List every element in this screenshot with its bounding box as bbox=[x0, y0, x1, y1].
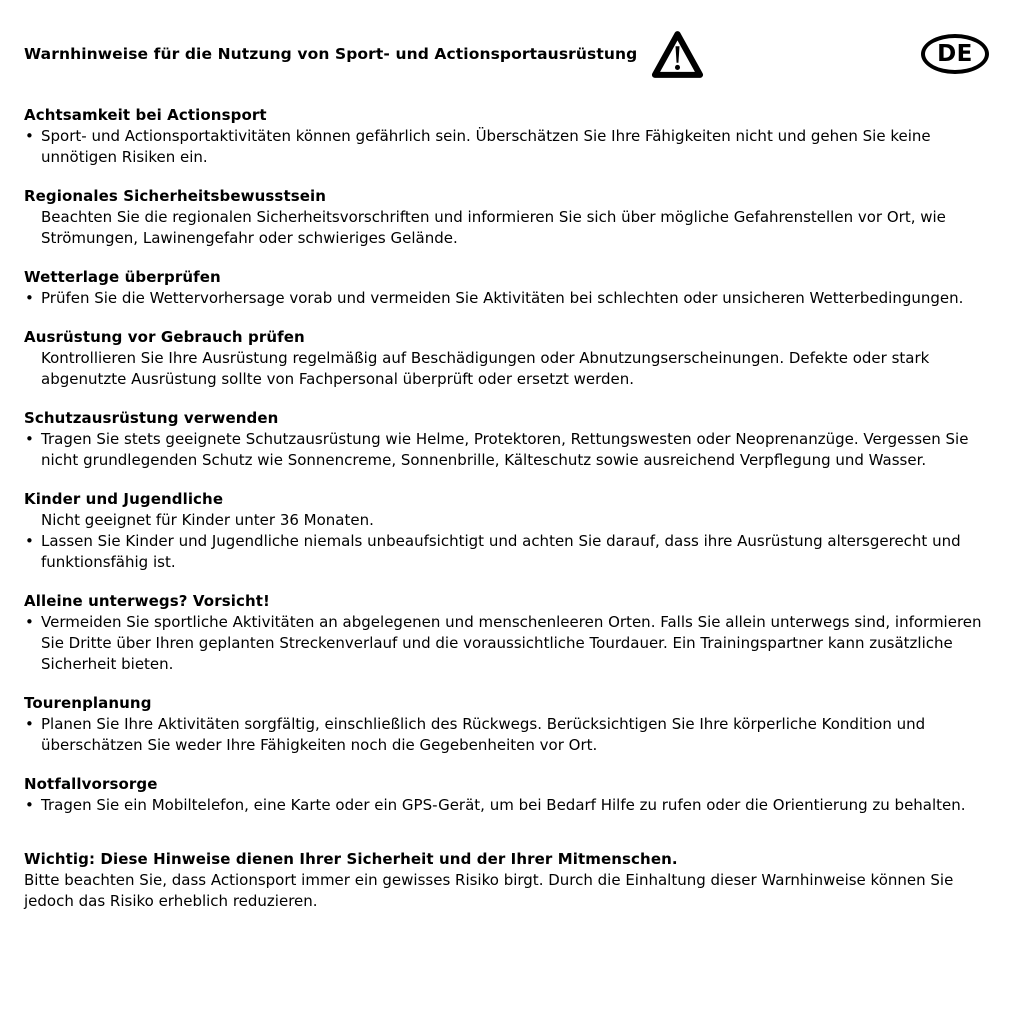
section-heading: Ausrüstung vor Gebrauch prüfen bbox=[24, 328, 305, 346]
section-heading: Achtsamkeit bei Actionsport bbox=[24, 106, 267, 124]
section-alleine-unterwegs bbox=[24, 591, 997, 675]
list-item bbox=[24, 429, 997, 471]
section-heading: Kinder und Jugendliche bbox=[24, 490, 224, 508]
section-heading: Regionales Sicherheitsbewusstsein bbox=[24, 187, 327, 205]
section-wetterlage bbox=[24, 267, 997, 309]
list-item-text: Planen Sie Ihre Aktivitäten sorgfältig, einschließlich des Rückwegs. Berücksichtigen Sie Ihre körperliche Kondition und überschätzen Sie weder Ihre Fähigkeiten noch die Gegebenheiten vor Ort. bbox=[41, 715, 926, 754]
section-kinder-jugendliche bbox=[24, 489, 997, 573]
footer-text: Bitte beachten Sie, dass Actionsport immer ein gewisses Risiko birgt. Durch die Einhaltung dieser Warnhinweise können Sie jedoch das Risiko erheblich reduzieren. bbox=[24, 871, 954, 910]
section-heading: Schutzausrüstung verwenden bbox=[24, 409, 279, 427]
list-item-text: Prüfen Sie die Wettervorhersage vorab und vermeiden Sie Aktivitäten bei schlechten oder unsicheren Wetterbedingungen. bbox=[41, 289, 964, 307]
bullet-marker: • bbox=[25, 532, 34, 550]
section-achtsamkeit bbox=[24, 105, 997, 168]
bullet-marker: • bbox=[25, 715, 34, 733]
list-item-text: Beachten Sie die regionalen Sicherheitsvorschriften und informieren Sie sich über mögliche Gefahrenstellen vor Ort, wie Strömungen, Lawinengefahr oder schwieriges Gelände. bbox=[41, 208, 946, 247]
bullet-marker: • bbox=[25, 796, 34, 814]
list-item-text: Lassen Sie Kinder und Jugendliche niemals unbeaufsichtigt und achten Sie darauf, dass ihre Ausrüstung altersgerecht und funktionsfähig ist. bbox=[41, 532, 961, 571]
language-badge: DE bbox=[921, 34, 989, 74]
list-item bbox=[24, 612, 997, 675]
page-title: Warnhinweise für die Nutzung von Sport- und Actionsportausrüstung bbox=[24, 45, 638, 63]
bullet-marker: • bbox=[25, 127, 34, 145]
list-item-text: Kontrollieren Sie Ihre Ausrüstung regelmäßig auf Beschädigungen oder Abnutzungserscheinungen. Defekte oder stark abgenutzte Ausrüstung sollte von Fachpersonal überprüft oder ersetzt werden. bbox=[41, 349, 930, 388]
document-header bbox=[24, 23, 997, 85]
warning-triangle-icon bbox=[650, 25, 705, 84]
bullet-marker: • bbox=[25, 613, 34, 631]
warning-sections bbox=[24, 105, 997, 816]
bullet-marker: • bbox=[25, 289, 34, 307]
section-regionales-sicherheitsbewusstsein bbox=[24, 186, 997, 249]
list-item bbox=[24, 531, 997, 573]
section-heading: Wetterlage überprüfen bbox=[24, 268, 221, 286]
list-item bbox=[24, 288, 997, 309]
section-ausruestung-pruefen bbox=[24, 327, 997, 390]
section-heading: Alleine unterwegs? Vorsicht! bbox=[24, 592, 270, 610]
footer-important-note bbox=[24, 849, 997, 912]
list-item-text: Tragen Sie ein Mobiltelefon, eine Karte oder ein GPS-Gerät, um bei Bedarf Hilfe zu rufen oder die Orientierung zu behalten. bbox=[41, 796, 966, 814]
list-item bbox=[24, 510, 997, 531]
section-tourenplanung bbox=[24, 693, 997, 756]
list-item bbox=[24, 207, 997, 249]
section-notfallvorsorge bbox=[24, 774, 997, 816]
list-item bbox=[24, 714, 997, 756]
list-item-text: Sport- und Actionsportaktivitäten können gefährlich sein. Überschätzen Sie Ihre Fähigkeiten nicht und gehen Sie keine unnötigen Risiken ein. bbox=[41, 127, 931, 166]
list-item-text: Tragen Sie stets geeignete Schutzausrüstung wie Helme, Protektoren, Rettungswesten oder Neoprenanzüge. Vergessen Sie nicht grundlegenden Schutz wie Sonnencreme, Sonnenbrille, Kälteschutz sowie ausreichend Verpflegung und Wasser. bbox=[41, 430, 969, 469]
list-item-text: Nicht geeignet für Kinder unter 36 Monaten. bbox=[41, 511, 374, 529]
section-heading: Notfallvorsorge bbox=[24, 775, 158, 793]
list-item bbox=[24, 795, 997, 816]
list-item bbox=[24, 126, 997, 168]
section-schutzausruestung bbox=[24, 408, 997, 471]
list-item-text: Vermeiden Sie sportliche Aktivitäten an abgelegenen und menschenleeren Orten. Falls Sie allein unterwegs sind, informieren Sie Dritte über Ihren geplanten Streckenverlauf und die voraussichtliche Tourdauer. Ein Trainingspartner kann zusätzliche Sicherheit bieten. bbox=[41, 613, 982, 673]
bullet-marker: • bbox=[25, 430, 34, 448]
footer-bold-line: Wichtig: Diese Hinweise dienen Ihrer Sicherheit und der Ihrer Mitmenschen. bbox=[24, 850, 678, 868]
list-item bbox=[24, 348, 997, 390]
section-heading: Tourenplanung bbox=[24, 694, 152, 712]
